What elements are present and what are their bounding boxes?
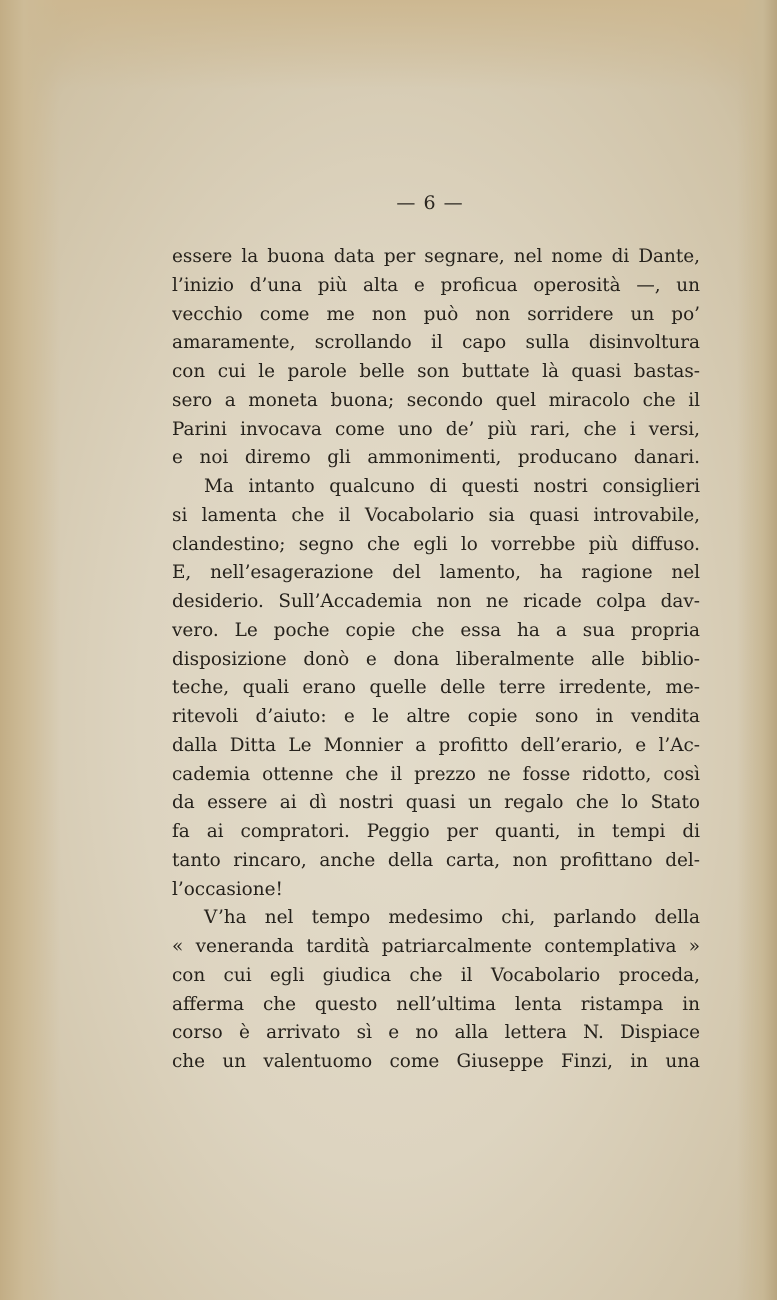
text-line: tanto rincaro, anche della carta, non profittano del-	[172, 849, 700, 871]
text-line: V’ha nel tempo medesimo chi, parlando della	[204, 907, 700, 929]
text-line: teche, quali erano quelle delle terre irredente, me-	[172, 677, 700, 699]
text-line: fa ai compratori. Peggio per quanti, in tempi di	[172, 821, 700, 842]
text-line: con cui le parole belle son buttate là quasi bastas-	[172, 361, 700, 382]
text-line: da essere ai dì nostri quasi un regalo che lo Stato	[172, 792, 700, 814]
text-line: clandestino; segno che egli lo vorrebbe più diffuso.	[172, 533, 700, 555]
text-line: « veneranda tardità patriarcalmente contemplativa »	[172, 936, 700, 957]
text-line: sero a moneta buona; secondo quel miracolo che il	[172, 389, 700, 411]
text-line: l’inizio d’una più alta e proficua operosità —, un	[172, 274, 700, 296]
page-top-shading	[0, 0, 777, 90]
text-line: con cui egli giudica che il Vocabolario proceda,	[172, 964, 700, 986]
text-line: dalla Ditta Le Monnier a profitto dell’erario, e l’Ac-	[172, 734, 700, 756]
text-line: desiderio. Sull’Accademia non ne ricade colpa dav-	[172, 591, 700, 612]
text-line: l’occasione!	[172, 878, 283, 900]
text-line: cademia ottenne che il prezzo ne fosse ridotto, così	[172, 763, 700, 785]
body-text	[172, 243, 700, 1077]
text-line: ritevoli d’aiuto: e le altre copie sono in vendita	[172, 706, 700, 727]
text-line: vero. Le poche copie che essa ha a sua propria	[172, 619, 700, 641]
text-line: corso è arrivato sì e no alla lettera N. Dispiace	[172, 1022, 700, 1044]
text-line: Ma intanto qualcuno di questi nostri consiglieri	[204, 476, 700, 497]
page-number: — 6 —	[396, 192, 464, 214]
text-line: vecchio come me non può non sorridere un po’	[172, 303, 700, 325]
text-line: e noi diremo gli ammonimenti, producano danari.	[172, 447, 700, 469]
text-line: che un valentuomo come Giuseppe Finzi, in una	[172, 1051, 700, 1072]
text-line: afferma che questo nell’ultima lenta ristampa in	[172, 993, 700, 1015]
text-line: amaramente, scrollando il capo sulla disinvoltura	[172, 332, 700, 354]
text-line: essere la buona data per segnare, nel nome di Dante,	[172, 246, 700, 267]
text-line: disposizione donò e dona liberalmente alle biblio-	[172, 648, 700, 670]
text-line: si lamenta che il Vocabolario sia quasi introvabile,	[172, 504, 700, 526]
text-line: Parini invocava come uno de’ più rari, che i versi,	[172, 418, 700, 440]
text-line: E, nell’esagerazione del lamento, ha ragione nel	[172, 562, 700, 584]
